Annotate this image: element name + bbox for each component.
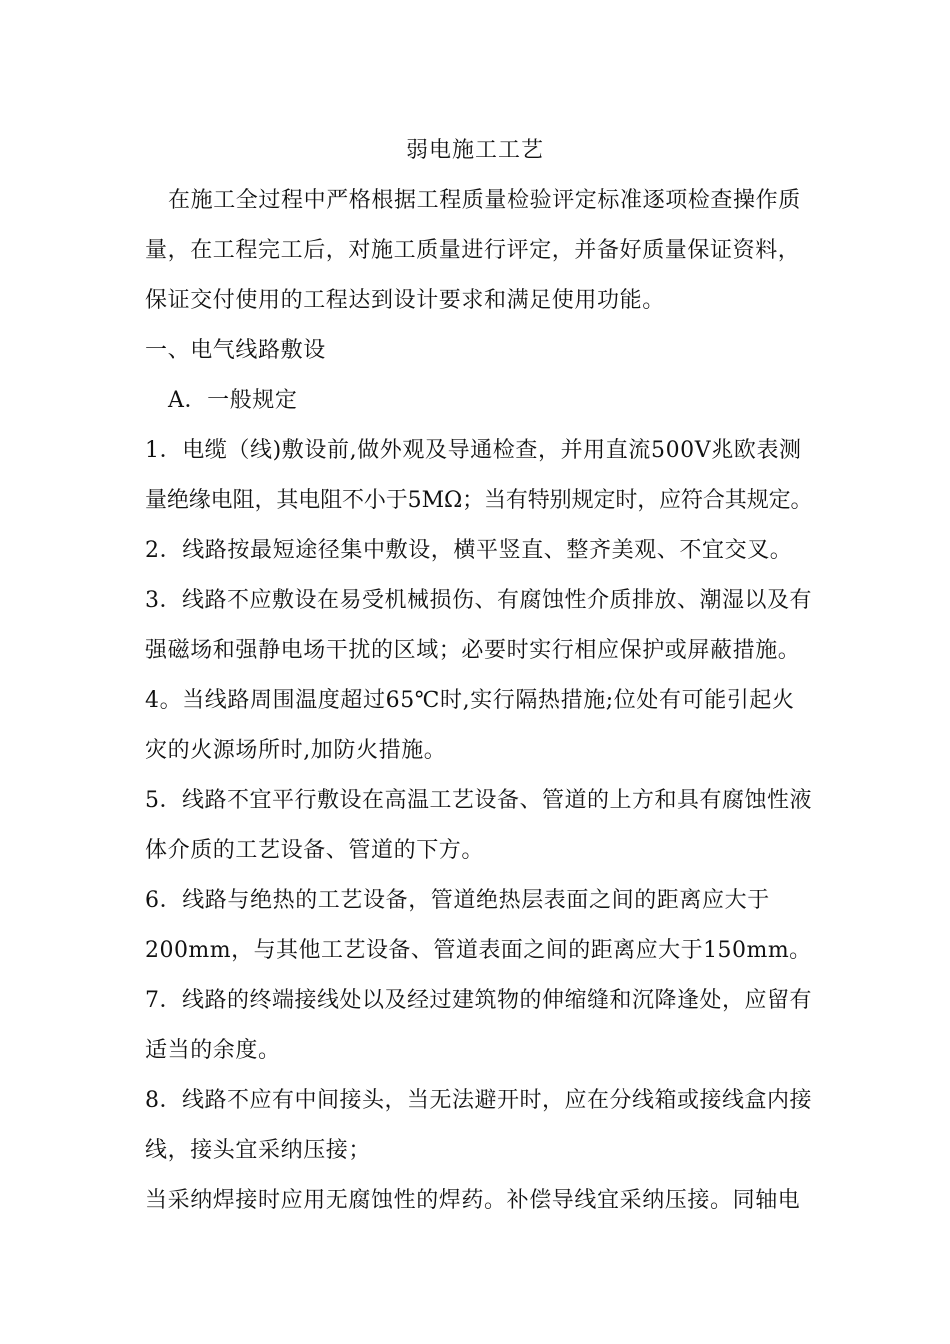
paragraph-line: 在施工全过程中严格根据工程质量检验评定标准逐项检查操作质 <box>168 188 801 213</box>
paragraph-line: 6．线路与绝热的工艺设备，管道绝热层表面之间的距离应大于 <box>145 888 770 913</box>
paragraph-line: 1．电缆（线)敷设前,做外观及导通检查，并用直流500V兆欧表测 <box>145 438 802 463</box>
paragraph-line: 7．线路的终端接线处以及经过建筑物的伸缩缝和沉降逢处，应留有 <box>145 988 812 1013</box>
paragraph-line: 量绝缘电阻，其电阻不小于5MΩ；当有特别规定时，应符合其规定。 <box>145 488 813 513</box>
paragraph-line: 保证交付使用的工程达到设计要求和满足使用功能。 <box>145 288 665 313</box>
paragraph-line: 2．线路按最短途径集中敷设，横平竖直、整齐美观、不宜交叉。 <box>145 538 793 563</box>
paragraph-line: 3．线路不应敷设在易受机械损伤、有腐蚀性介质排放、潮湿以及有 <box>145 588 812 613</box>
paragraph-line: 线，接头宜采纳压接； <box>145 1138 372 1163</box>
paragraph-line: 5．线路不宜平行敷设在高温工艺设备、管道的上方和具有腐蚀性液 <box>145 788 812 813</box>
paragraph-line: 4。当线路周围温度超过65℃时,实行隔热措施;位处有可能引起火 <box>145 688 795 713</box>
section-heading: 一、电气线路敷设 <box>145 338 326 363</box>
document-title: 弱电施工工艺 <box>405 138 544 163</box>
paragraph-line: 体介质的工艺设备、管道的下方。 <box>145 838 485 863</box>
paragraph-line: 当采纳焊接时应用无腐蚀性的焊药。补偿导线宜采纳压接。同轴电 <box>145 1188 801 1213</box>
subsection-heading: A．一般规定 <box>168 388 298 413</box>
paragraph-line: 强磁场和强静电场干扰的区域；必要时实行相应保护或屏蔽措施。 <box>145 638 801 663</box>
paragraph-line: 8．线路不应有中间接头，当无法避开时，应在分线箱或接线盒内接 <box>145 1088 812 1113</box>
paragraph-line: 适当的余度。 <box>145 1038 281 1063</box>
paragraph-line: 灾的火源场所时,加防火措施。 <box>145 738 447 763</box>
paragraph-line: 200mm，与其他工艺设备、管道表面之间的距离应大于150mm。 <box>145 938 812 963</box>
paragraph-line: 量，在工程完工后，对施工质量进行评定，并备好质量保证资料， <box>145 238 801 263</box>
